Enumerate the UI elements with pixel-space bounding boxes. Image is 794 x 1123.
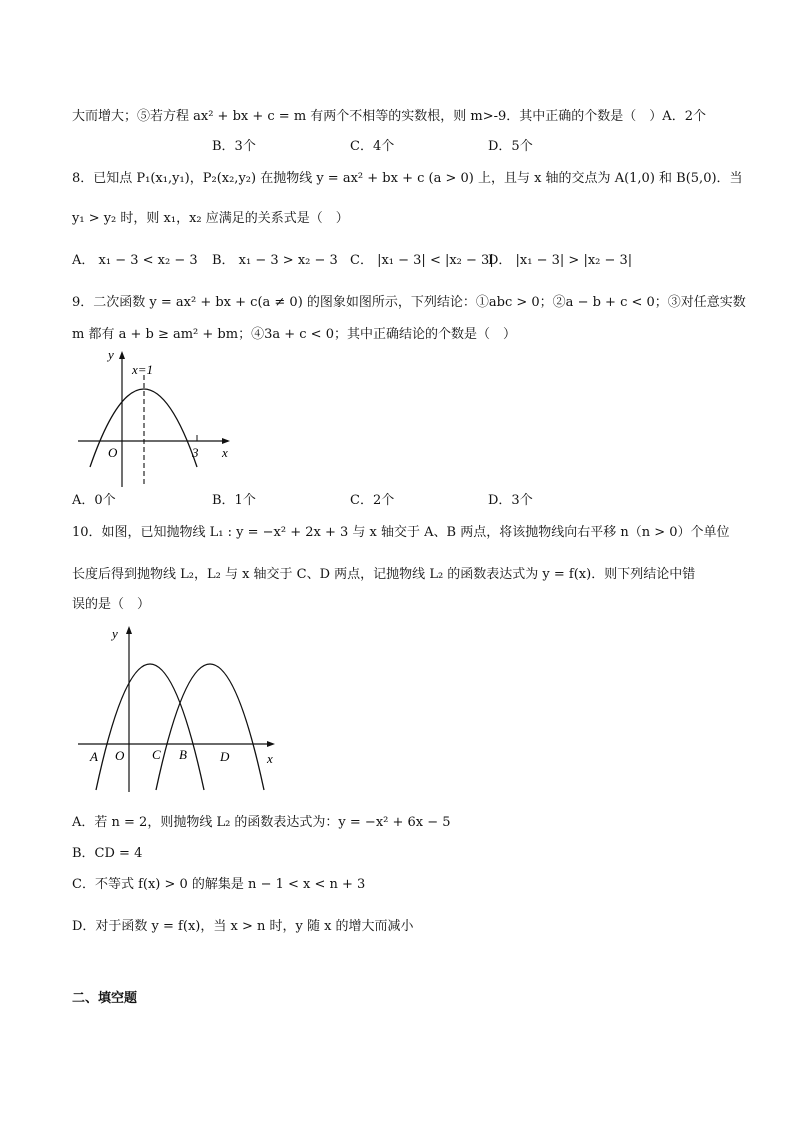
q10-option-c: C．不等式 f(x) > 0 的解集是 n − 1 < x < n + 3 bbox=[72, 877, 366, 892]
q10-label-c: C bbox=[152, 747, 161, 762]
q9-x-label: x bbox=[222, 445, 228, 460]
q10-y-label: y bbox=[112, 626, 118, 641]
q9-origin-label: O bbox=[108, 445, 118, 460]
q9-option-a: A．0个 bbox=[72, 493, 116, 508]
q8-option-c: C． |x₁ − 3| < |x₂ − 3| bbox=[350, 253, 494, 268]
q10-x-label: x bbox=[267, 751, 273, 766]
q7-option-c: C．4个 bbox=[350, 139, 395, 154]
q8-option-d: D． |x₁ − 3| > |x₂ − 3| bbox=[488, 253, 633, 268]
q10-label-d: D bbox=[220, 749, 230, 764]
q9-option-b: B．1个 bbox=[212, 493, 256, 508]
q9-line1: 9．二次函数 y = ax² + bx + c(a ≠ 0) 的图象如图所示，下列结论：①abc > 0；②a − b + c < 0；③对任意实数 bbox=[72, 295, 746, 310]
q7-line1: 大而增大；⑤若方程 ax² + bx + c = m 有两个不相等的实数根，则 m>-9．其中正确的个数是（ ）A．2个 bbox=[72, 109, 706, 124]
q8-line1: 8．已知点 P₁(x₁,y₁)，P₂(x₂,y₂) 在抛物线 y = ax² + bx + c (a > 0) 上，且与 x 轴的交点为 A(1,0) 和 B(5,0)．当 bbox=[72, 171, 743, 186]
q10-label-o: O bbox=[115, 748, 125, 763]
q9-tick-label-3: 3 bbox=[192, 445, 199, 460]
q10-line1: 10．如图，已知抛物线 L₁ : y = −x² + 2x + 3 与 x 轴交于 A、B 两点，将该抛物线向右平移 n（n > 0）个单位 bbox=[72, 525, 730, 540]
q10-line2: 长度后得到抛物线 L₂，L₂ 与 x 轴交于 C、D 两点，记抛物线 L₂ 的函数表达式为 y = f(x)．则下列结论中错 bbox=[72, 567, 696, 582]
q9-x-axis-arrow bbox=[222, 438, 230, 444]
q10-line3: 误的是（ ） bbox=[72, 597, 151, 612]
q8-line2: y₁ > y₂ 时，则 x₁，x₂ 应满足的关系式是（ ） bbox=[72, 211, 349, 226]
q10-figure bbox=[72, 622, 282, 794]
q9-y-label: y bbox=[108, 347, 114, 362]
q9-option-c: C．2个 bbox=[350, 493, 395, 508]
q9-figure bbox=[72, 345, 242, 490]
q8-option-b: B． x₁ − 3 > x₂ − 3 bbox=[212, 253, 338, 268]
q7-option-b: B．3个 bbox=[212, 139, 256, 154]
q10-option-d: D．对于函数 y = f(x)，当 x > n 时，y 随 x 的增大而减小 bbox=[72, 919, 414, 934]
q10-option-b: B．CD = 4 bbox=[72, 846, 143, 861]
q10-parabola-l2 bbox=[156, 664, 264, 790]
q9-axis-label: x=1 bbox=[132, 362, 154, 377]
q10-x-axis-arrow bbox=[267, 741, 275, 747]
section-title: 二、填空题 bbox=[72, 991, 138, 1006]
q10-label-b: B bbox=[179, 747, 187, 762]
q10-label-a: A bbox=[90, 749, 98, 764]
q9-option-d: D．3个 bbox=[488, 493, 533, 508]
q10-option-a: A．若 n = 2，则抛物线 L₂ 的函数表达式为：y = −x² + 6x − 5 bbox=[72, 815, 451, 830]
q9-line2: m 都有 a + b ≥ am² + bm；④3a + c < 0；其中正确结论的个数是（ ） bbox=[72, 327, 516, 342]
q9-y-axis-arrow bbox=[119, 351, 125, 359]
q8-option-a: A． x₁ − 3 < x₂ − 3 bbox=[72, 253, 198, 268]
q7-option-d: D．5个 bbox=[488, 139, 533, 154]
q10-parabola-l1 bbox=[96, 664, 204, 790]
q10-y-axis-arrow bbox=[126, 626, 132, 634]
